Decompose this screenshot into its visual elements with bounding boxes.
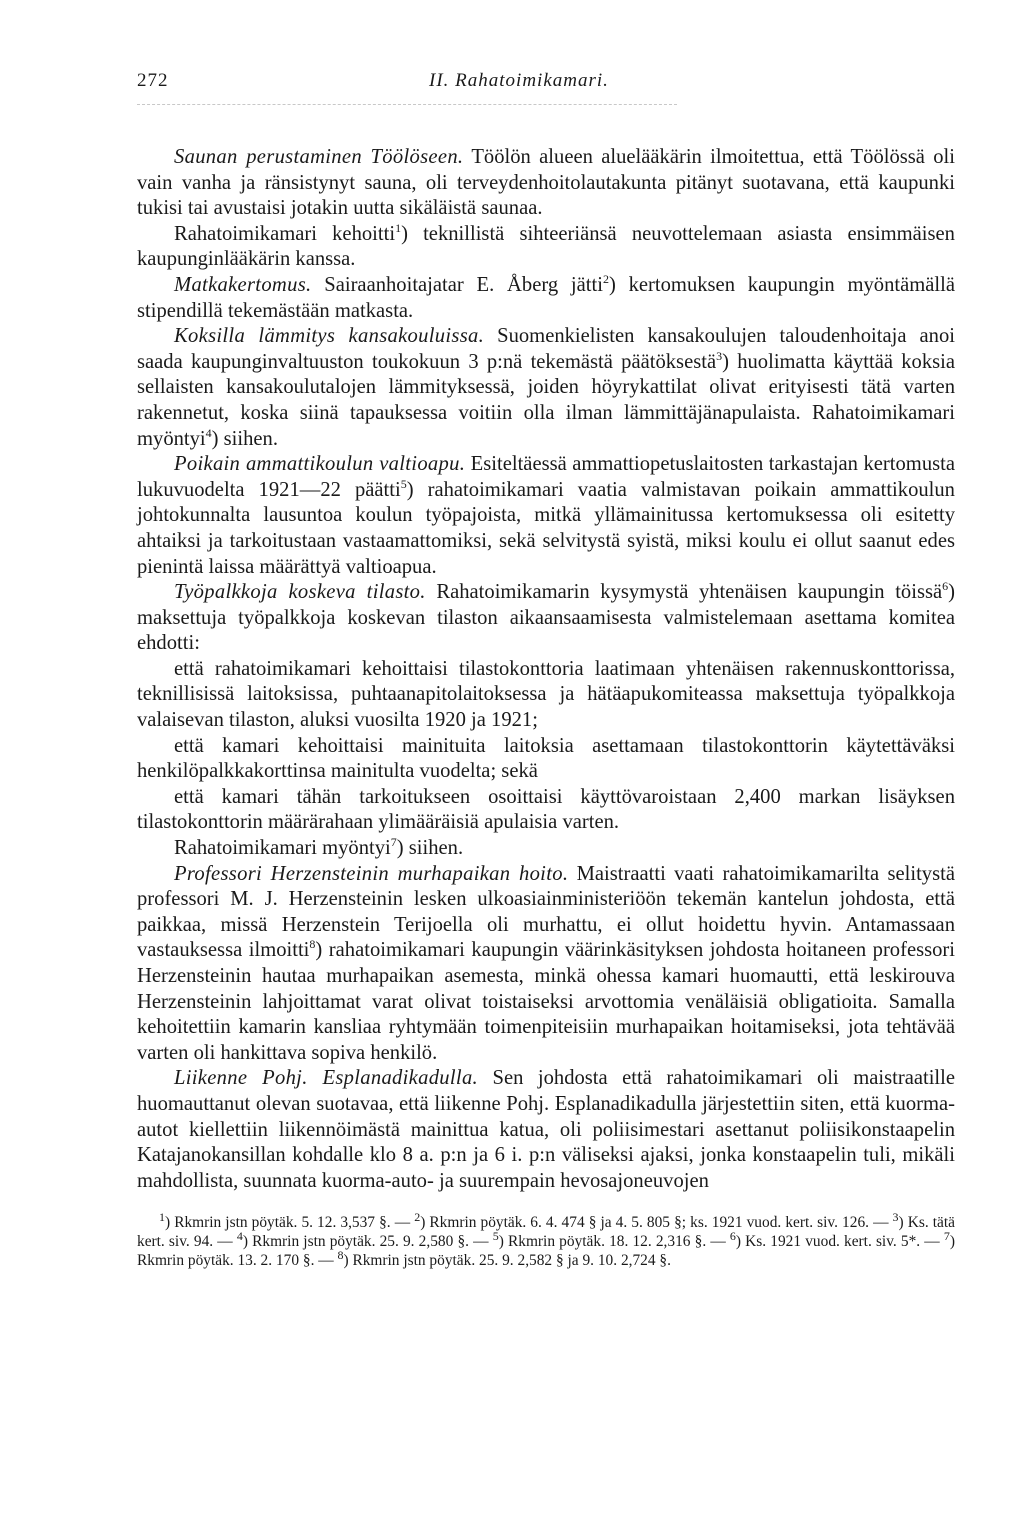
text-run: ) Rkmrin jstn pöytäk. 25. 9. 2,582 § ja 9. 10. 2,724 §. bbox=[343, 1251, 671, 1269]
text-run: Rahatoimikamari kehoitti bbox=[174, 222, 396, 245]
text-run: ) Rkmrin pöytäk. 6. 4. 474 § ja 4. 5. 805 §; ks. 1921 vuod. kert. siv. 126. — bbox=[420, 1214, 893, 1232]
text-run: ) Rkmrin pöytäk. 18. 12. 2,316 §. — bbox=[498, 1233, 730, 1251]
proposal-clause: että rahatoimikamari kehoittaisi tilastokonttoria laatimaan yhtenäisen rakennuskonttorissa, teknillisissä laitoksissa, puhtaanapitolaitoksessa ja hätäapukomiteassa maksettuja työpalkkoja valaisevan tilaston, aluksi vuosilta 1920 ja 1921; bbox=[137, 657, 955, 732]
page-number: 272 bbox=[137, 70, 169, 91]
section-heading: Professori Herzensteinin murhapaikan hoito. bbox=[174, 862, 569, 885]
document-page bbox=[137, 70, 955, 1271]
paragraph bbox=[137, 273, 955, 324]
footnote-ref: 1 bbox=[395, 220, 402, 235]
committee-proposals bbox=[137, 657, 955, 836]
footnote-ref: 5 bbox=[400, 476, 407, 491]
text-run: Sairaanhoitajatar E. Åberg jätti bbox=[311, 273, 603, 296]
text-run: ) siihen. bbox=[396, 837, 464, 860]
text-run: Esiteltäessä ammattiopetuslaitosten tarkastajan kertomusta lukuvuodelta 1921—22 päätti bbox=[137, 453, 955, 501]
section-heading: Poikain ammattikoulun valtioapu. bbox=[174, 453, 466, 476]
text-run: Rahatoimikamari myöntyi bbox=[174, 837, 391, 860]
section-heading: Liikenne Pohj. Esplanadikadulla. bbox=[174, 1067, 478, 1090]
paragraphs-section-after bbox=[137, 836, 955, 1194]
footnote-ref: 3 bbox=[716, 348, 723, 363]
section-heading: Saunan perustaminen Töölöseen. bbox=[174, 146, 464, 168]
paragraph bbox=[137, 222, 955, 273]
text-run: ) huolimatta käyttää koksia sellaisten kansakoulutalojen lämmityksessä, joiden höyrykattilat olivat erityisesti tätä varten rakennetut, koska siinä tapauksessa voitiin olla ilman lämmittäjänapulaista. Rahatoimikamari myöntyi bbox=[137, 350, 956, 450]
paragraph bbox=[137, 862, 955, 1067]
text-run: Rahatoimikamarin kysymystä yhtenäisen kaupungin töissä bbox=[425, 581, 943, 604]
text-run: ) Rkmrin pöytäk. 13. 2. 170 §. — bbox=[137, 1233, 955, 1269]
text-run: ) rahatoimikamari vaatia valmistavan poikain ammattikoulun johtokunnalta lausuntoa koulun työpajoista, mitkä yllämainitussa kertomuksessa oli esitetty ahtaiksi ja tarkoitustaan vastaamattomiksi, sekä selvitystä syistä, miksi koulu ei ollut saanut edes pienintä laissa määrättyä valtioapua. bbox=[137, 478, 955, 578]
text-run: Töölön alueen aluelääkärin ilmoitettua, että Töölössä oli vain vanha ja ränsistynyt sauna, oli terveydenhoitolautakunta pitänyt suotavana, että kaupunki tukisi tai avustaisi jotakin uutta sikäläistä saunaa. bbox=[137, 146, 955, 220]
text-run: Sen johdosta että rahatoimikamari oli maistraatille huomauttanut olevan suotavaa, että liikenne Pohj. Esplanadikadulla järjestettiin siten, että kuorma-autot kiellettiin liikennöimästä mainittua katua, oli poliisimestari asettanut poliisikonstaapelin Katajanokansillan kohdalle klo 8 a. p:n ja 6 i. p:n väliseksi ajaksi, jonka konstaapelin tuli, mikäli mahdollista, suunnata kuorma-auto- ja suurempain hevosajoneuvojen bbox=[137, 1067, 956, 1192]
paragraphs-section bbox=[137, 145, 955, 657]
paragraph bbox=[137, 1066, 955, 1194]
footnote-ref: 2 bbox=[602, 272, 609, 287]
proposal-clause: että kamari kehoittaisi mainituita laitoksia asettamaan tilastokonttorin käytettäväksi henkilöpalkkakorttinsa mainitulta vuodelta; sekä bbox=[137, 734, 955, 783]
footnote-ref: 6 bbox=[942, 579, 949, 594]
text-run: Suomenkielisten kansakoulujen taloudenhoitaja anoi saada kaupunginvaltuuston toukokuun 3 p:nä tekemästä päätöksestä bbox=[137, 325, 955, 373]
footnote-ref: 4 bbox=[236, 1229, 243, 1244]
text-run: ) Rkmrin jstn pöytäk. 5. 12. 3,537 §. — bbox=[165, 1214, 415, 1232]
text-run: ) Ks. 1921 vuod. kert. siv. 5*. — bbox=[735, 1233, 944, 1251]
text-run: ) kertomuksen kaupungin myöntämällä stipendillä tekemästään matkasta. bbox=[137, 273, 956, 322]
footnote-ref: 3 bbox=[892, 1210, 899, 1225]
footnote-ref: 7 bbox=[943, 1229, 950, 1244]
page-header bbox=[137, 70, 955, 102]
footnote-ref: 5 bbox=[492, 1229, 499, 1244]
section-heading: Työpalkkoja koskeva tilasto. bbox=[174, 581, 426, 604]
paragraph bbox=[137, 836, 955, 862]
footnote-ref: 2 bbox=[414, 1210, 421, 1225]
paragraph bbox=[137, 145, 955, 222]
footnote-text bbox=[137, 1210, 955, 1270]
header-rule bbox=[137, 104, 677, 105]
text-run: ) rahatoimikamari kaupungin väärinkäsityksen johdosta hoitaneen professori Herzensteinin hautaa murhapaikan asemesta, minkä ohessa kamari huomautti, että leskirouva Herzensteinin lahjoittamat varat olivat toistaiseksi arvottomia venäläisiä obligatioita. Samalla kehoitettiin kamarin kansliaa ryhtymään toimenpiteisiin murhapaikan hoitamiseksi, jota tehtävää varten oli hankittava sopiva henkilö. bbox=[137, 939, 955, 1064]
text-run: ) teknillistä sihteeriänsä neuvottelemaan asiasta ensimmäisen kaupunginlääkärin kanssa. bbox=[137, 222, 955, 271]
footnote-ref: 8 bbox=[337, 1247, 344, 1262]
text-run: Maistraatti vaati rahatoimikamarilta selitystä professori M. J. Herzensteinin lesken ulkoasiainministeriöön tekemän kantelun johdosta, että paikkaa, missä Herzenstein Terijoella oli murhattu, ei ollut hoidettu hyvin. Antamassaan vastauksessa ilmoitti bbox=[137, 862, 955, 962]
footnotes bbox=[137, 1210, 955, 1270]
body-text bbox=[137, 145, 955, 1194]
section-heading: Matkakertomus. bbox=[174, 273, 312, 296]
footnote-ref: 6 bbox=[729, 1229, 736, 1244]
text-run: ) siihen. bbox=[211, 427, 279, 450]
paragraph bbox=[137, 452, 955, 580]
footnote-ref: 7 bbox=[390, 835, 397, 850]
text-run: ) Rkmrin jstn pöytäk. 25. 9. 2,580 §. — bbox=[242, 1233, 493, 1251]
running-title: II. Rahatoimikamari. bbox=[429, 70, 609, 91]
section-heading: Koksilla lämmitys kansakouluissa. bbox=[174, 325, 485, 348]
footnote-ref: 4 bbox=[205, 425, 212, 440]
text-run: ) Ks. tätä kert. siv. 94. — bbox=[137, 1214, 955, 1251]
footnote-ref: 8 bbox=[309, 937, 316, 952]
paragraph bbox=[137, 580, 955, 657]
text-run: ) maksettuja työpalkkoja koskevan tilaston aikaansaamisesta valmistelemaan asettama komitea ehdotti: bbox=[137, 581, 955, 655]
paragraph bbox=[137, 324, 955, 452]
footnote-ref: 1 bbox=[159, 1210, 165, 1225]
proposal-clause: että kamari tähän tarkoitukseen osoittaisi käyttövaroistaan 2,400 markan lisäyksen tilastokonttorin määrärahaan ylimääräisiä apulaisia varten. bbox=[137, 785, 955, 834]
